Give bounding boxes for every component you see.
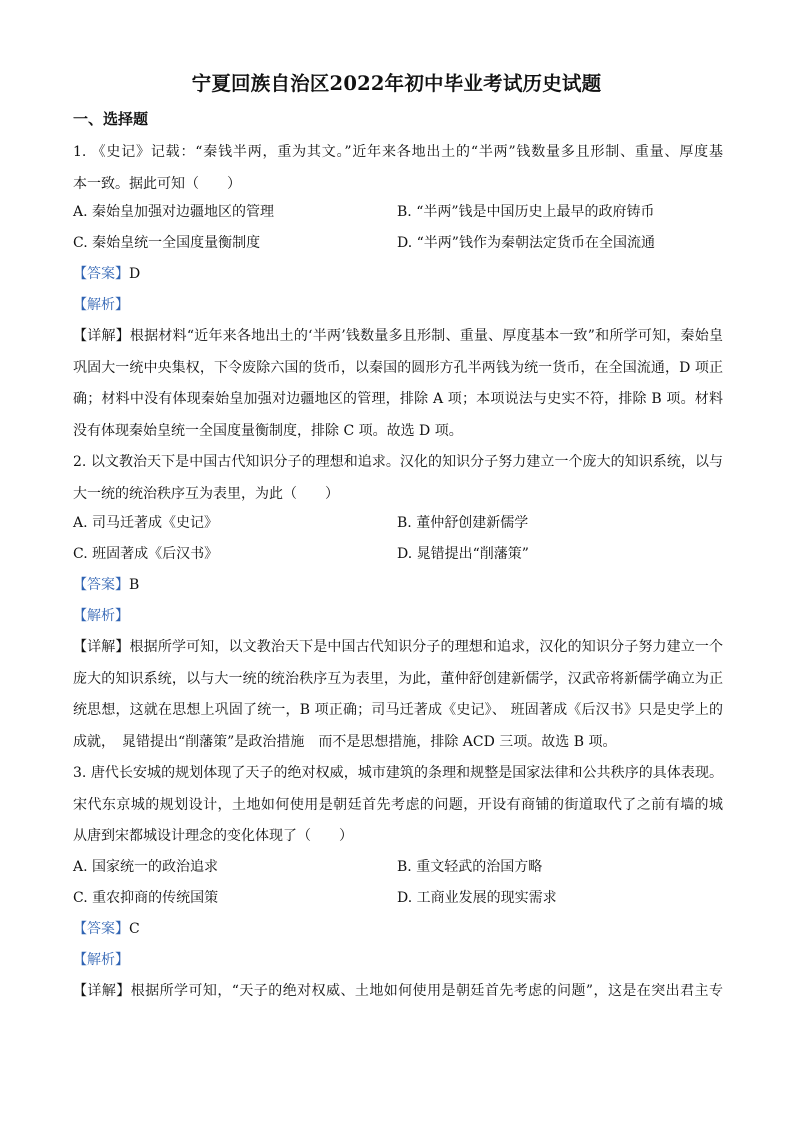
analysis-tag: 【解析】: [73, 608, 129, 624]
answer-value: C: [129, 921, 140, 937]
answer-value: D: [129, 266, 141, 282]
question-1-option-a: A. 秦始皇加强对边疆地区的管理: [73, 204, 275, 220]
question-1-detail: [73, 321, 723, 447]
question-1-option-d: D. “半两”钱作为秦朝法定货币在全国流通: [397, 235, 655, 251]
stem-line: 大一统的统治秩序互为表里，为此（ ）: [73, 485, 339, 502]
detail-line: 庞大的知识系统，以与大一统的统治秩序互为表里，为此，董仲舒创建新儒学，汉武帝将新儒学确立为正: [73, 670, 723, 687]
stem-line: 宋代东京城的规划设计，土地如何使用是朝廷首先考虑的问题，开设有商铺的街道取代了之前有墙的城: [73, 796, 723, 813]
detail-tag: 【详解】: [73, 328, 130, 344]
section-heading: 一、选择题: [73, 110, 149, 128]
detail-tag: 【详解】: [73, 639, 130, 655]
question-3-analysis-heading: [73, 950, 129, 970]
stem-line: 本一致。据此可知（ ）: [73, 175, 241, 192]
question-2-stem: [73, 447, 723, 510]
question-1-option-c: C. 秦始皇统一全国度量衡制度: [73, 235, 261, 251]
detail-line: 成就， 晁错提出“削藩策”是政治措施 而不是思想措施，排除 ACD 三项。故选 B 项。: [73, 733, 617, 750]
question-2-option-b: B. 董仲舒创建新儒学: [397, 515, 529, 531]
question-1-answer: [73, 264, 140, 284]
question-1-stem: [73, 137, 723, 200]
question-3-stem: [73, 758, 723, 853]
answer-tag: 【答案】: [73, 921, 129, 937]
answer-tag: 【答案】: [73, 266, 129, 282]
detail-line: 【详解】根据材料“近年来各地出土的‘半两’钱数量多且形制、重量、厚度基本一致”和所学可知，秦始皇: [73, 328, 723, 344]
question-3-option-c: C. 重农抑商的传统国策: [73, 890, 219, 906]
question-1-analysis-heading: [73, 295, 129, 315]
question-2-answer: [73, 575, 139, 595]
question-2-option-d: D. 晁错提出“削藩策”: [397, 546, 529, 562]
question-3-option-b: B. 重文轻武的治国方略: [397, 859, 543, 875]
answer-value: B: [129, 577, 140, 593]
stem-line: 2. 以文教治天下是中国古代知识分子的理想和追求。汉化的知识分子努力建立一个庞大的知识系统，以与: [73, 454, 723, 470]
detail-line: 【详解】根据所学可知，以文教治天下是中国古代知识分子的理想和追求，汉化的知识分子努力建立一个: [73, 639, 723, 655]
question-3-detail: [73, 976, 723, 1008]
stem-line: 1. 《史记》记载：“秦钱半两，重为其文。”近年来各地出土的“半两”钱数量多且形制、重量、厚度基: [73, 144, 723, 160]
question-2-option-c: C. 班固著成《后汉书》: [73, 546, 219, 562]
answer-tag: 【答案】: [73, 577, 129, 593]
detail-line: 没有体现秦始皇统一全国度量衡制度，排除 C 项。故选 D 项。: [73, 422, 463, 439]
detail-line: 【详解】根据所学可知，“天子的绝对权威、土地如何使用是朝廷首先考虑的问题”，这是在突出君主专: [73, 983, 723, 999]
question-2-analysis-heading: [73, 606, 129, 626]
question-3-option-a: A. 国家统一的政治追求: [73, 859, 219, 875]
question-3-answer: [73, 919, 140, 939]
page-title: 宁夏回族自治区2022年初中毕业考试历史试题: [191, 72, 602, 95]
question-1-option-b: B. “半两”钱是中国历史上最早的政府铸币: [397, 204, 655, 220]
question-2-option-a: A. 司马迁著成《史记》: [73, 515, 219, 531]
detail-tag: 【详解】: [73, 983, 131, 999]
question-2-detail: [73, 632, 723, 758]
analysis-tag: 【解析】: [73, 297, 129, 313]
detail-line: 巩固大一统中央集权，下令废除六国的货币，以秦国的圆形方孔半两钱为统一货币，在全国流通，D 项正: [73, 359, 723, 376]
analysis-tag: 【解析】: [73, 952, 129, 968]
question-3-option-d: D. 工商业发展的现实需求: [397, 890, 557, 906]
detail-line: 统思想，这就在思想上巩固了统一，B 项正确；司马迁著成《史记》、 班固著成《后汉书》只是史学上的: [73, 702, 723, 718]
detail-line: 确；材料中没有体现秦始皇加强对边疆地区的管理，排除 A 项；本项说法与史实不符，排除 B 项。材料: [73, 391, 723, 407]
stem-line: 从唐到宋都城设计理念的变化体现了（ ）: [73, 828, 353, 844]
stem-line: 3. 唐代长安城的规划体现了天子的绝对权威，城市建筑的条理和规整是国家法律和公共秩序的具体表现。: [73, 765, 723, 781]
